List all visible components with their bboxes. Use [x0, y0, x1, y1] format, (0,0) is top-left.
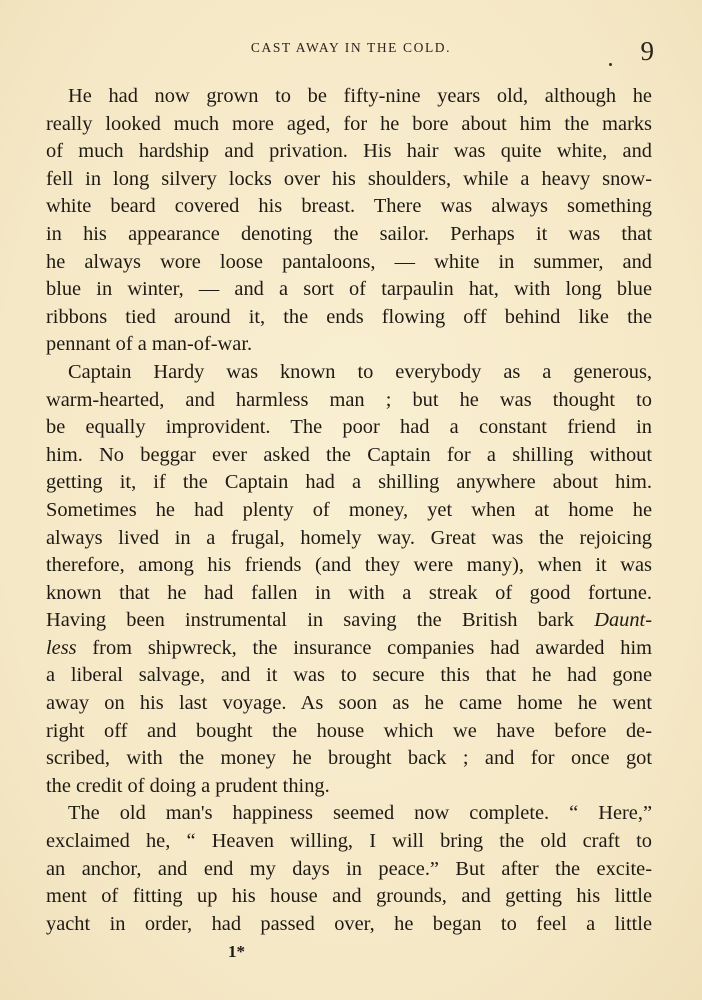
text-line: he always wore loose pantaloons, — white in summer, and: [46, 250, 652, 273]
text-line: ment of fitting up his house and grounds, and getting his little: [46, 885, 652, 908]
text-line: Sometimes he had plenty of money, yet when at home he: [46, 498, 652, 521]
ink-speck: [609, 63, 612, 66]
text-line: always lived in a frugal, homely way. Great was the rejoicing: [46, 526, 652, 549]
text-line: exclaimed he, “ Heaven willing, I will bring the old craft to: [46, 830, 652, 853]
text-line: the credit of doing a prudent thing.: [46, 774, 330, 797]
ship-name-italic: Daunt-: [594, 609, 652, 632]
text-line: be equally improvident. The poor had a constant friend in: [46, 416, 652, 439]
text-line: of much hardship and privation. His hair was quite white, and: [46, 140, 652, 163]
body-text: [46, 83, 652, 938]
text-line: known that he had fallen in with a streak of good fortune.: [46, 581, 652, 604]
text-line: warm-hearted, and harmless man ; but he was thought to: [46, 388, 652, 411]
text-line: therefore, among his friends (and they were many), when it was: [46, 554, 652, 577]
text-line: really looked much more aged, for he bore about him the marks: [46, 112, 652, 135]
text-line: scribed, with the money he brought back ; and for once got: [46, 747, 652, 770]
text-line: him. No beggar ever asked the Captain for a shilling without: [46, 443, 652, 466]
running-title: CAST AWAY IN THE COLD.: [250, 40, 452, 55]
text-line: yacht in order, had passed over, he began to feel a little: [46, 912, 652, 935]
text-line: [46, 635, 652, 663]
text-line: blue in winter, — and a sort of tarpaulin hat, with long blue: [46, 278, 652, 301]
text-line: He had now grown to be fifty-nine years old, although he: [68, 85, 652, 107]
text-line: right off and bought the house which we have before de-: [46, 719, 652, 742]
text-line: [46, 607, 652, 635]
text-line: an anchor, and end my days in peace.” But after the excite-: [46, 857, 652, 880]
text-segment: Having been instrumental in saving the British bark: [46, 609, 595, 632]
signature-mark: 1*: [228, 942, 245, 961]
running-head: [46, 38, 656, 66]
text-segment: from shipwreck, the insurance companies had awarded him: [76, 636, 652, 659]
text-line: pennant of a man-of-war.: [46, 333, 253, 356]
text-line: ribbons tied around it, the ends flowing off behind like the: [46, 305, 652, 328]
text-line: white beard covered his breast. There was always something: [46, 195, 652, 218]
ship-name-italic: less: [46, 636, 77, 659]
text-line: The old man's happiness seemed now complete. “ Here,”: [68, 802, 652, 825]
text-line: getting it, if the Captain had a shilling anywhere about him.: [46, 471, 652, 494]
text-line: fell in long silvery locks over his shoulders, while a heavy snow-: [46, 167, 652, 190]
text-line: Captain Hardy was known to everybody as a generous,: [68, 360, 652, 383]
text-line: in his appearance denoting the sailor. Perhaps it was that: [46, 222, 652, 245]
text-line: away on his last voyage. As soon as he came home he went: [46, 692, 652, 715]
page-number: 9: [640, 36, 654, 66]
text-line: a liberal salvage, and it was to secure this that he had gone: [46, 664, 652, 687]
